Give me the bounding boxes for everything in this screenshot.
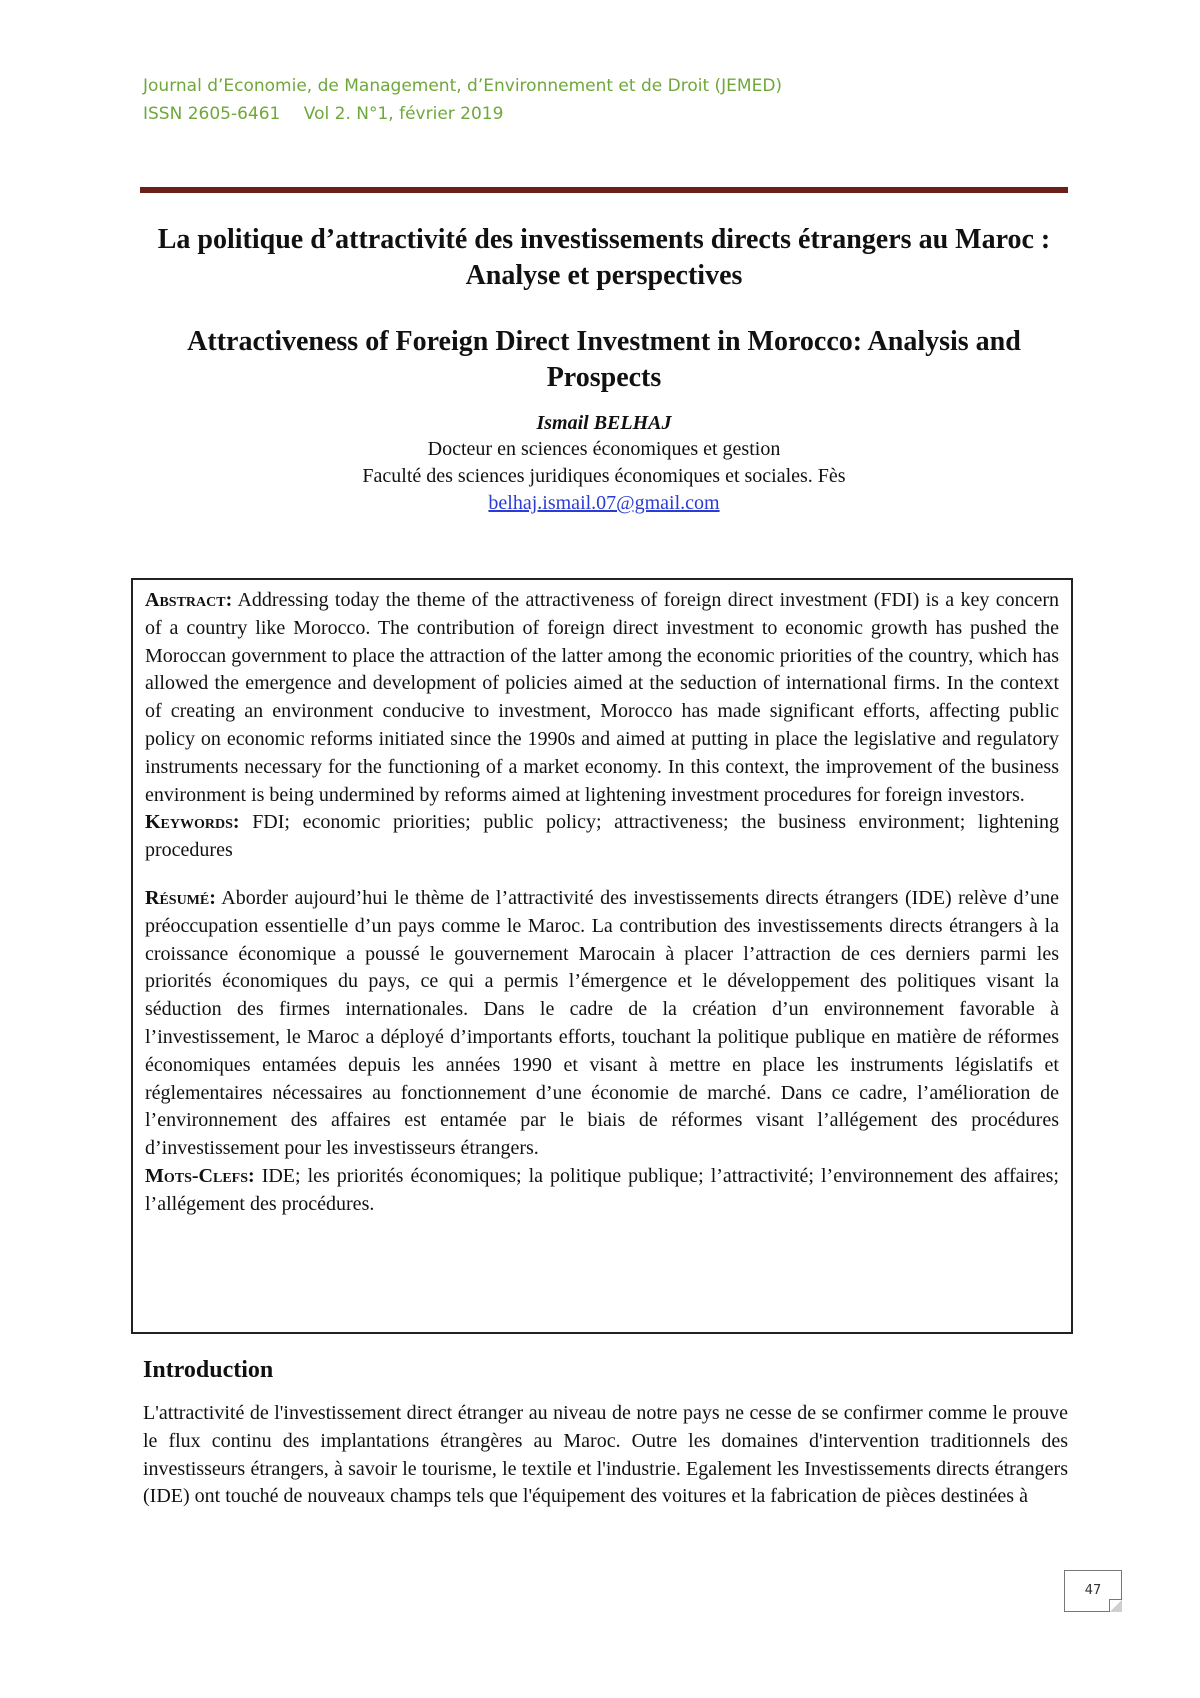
title-english: Attractiveness of Foreign Direct Investment in Morocco: Analysis and Prospects: [187, 326, 1021, 393]
resume-keywords: [145, 1163, 1059, 1219]
page-number-box: [1064, 1570, 1122, 1612]
abstract-keywords: [145, 809, 1059, 865]
journal-name: Journal d’Economie, de Management, d’Environnement et de Droit (JEMED): [143, 76, 783, 96]
abstract-box: [131, 578, 1073, 1334]
journal-issue-line: [143, 100, 782, 128]
abstract-text: Addressing today the theme of the attractiveness of foreign direct investment (FDI) is a key concern of a country like Morocco. The contribution of foreign direct investment to economic growth has pushed the Moroccan government to place the attraction of the latter among the economic priorities of the country, which has allowed the emergence and development of policies aimed at the seduction of international firms. In the context of creating an environment conducive to investment, Morocco has made significant efforts, affecting public policy on economic reforms initiated since the 1990s and aimed at putting in place the legislative and regulatory instruments necessary for the functioning of a market economy. In this context, the improvement of the business environment is being undermined by reforms aimed at lightening investment procedures for foreign investors.: [145, 589, 1060, 806]
author-name: Ismail BELHAJ: [536, 412, 672, 434]
keywords-label: Keywords:: [145, 811, 240, 834]
author-email-link[interactable]: belhaj.ismail.07@gmail.com: [488, 492, 720, 514]
header-rule: [140, 187, 1068, 193]
keywords-text: FDI; economic priorities; public policy; attractiveness; the business environment; lightening procedures: [145, 811, 1059, 862]
title-french: La politique d’attractivité des investissements directs étrangers au Maroc : Analyse et perspectives: [157, 224, 1051, 291]
author-institution: Faculté des sciences juridiques économiques et sociales. Fès: [362, 465, 846, 487]
mots-clefs-text: IDE; les priorités économiques; la politique publique; l’attractivité; l’environnement des affaires; l’allégement des procédures.: [145, 1164, 1059, 1215]
page-corner-fold: [1109, 1599, 1122, 1612]
mots-clefs-label: Mots-Clefs:: [145, 1164, 255, 1187]
resume-paragraph: [145, 885, 1059, 1163]
introduction-text: L'attractivité de l'investissement direct étranger au niveau de notre pays ne cesse de se confirmer comme le prouve le flux continu des implantations étrangères au Maroc. Outre les domaines d'intervention traditionnels des investisseurs étrangers, à savoir le tourisme, le textile et l'industrie. Egalement les Investissements directs étrangers (IDE) ont touché de nouveaux champs tels que l'équipement des voitures et la fabrication de pièces destinées à: [143, 1402, 1068, 1508]
introduction-heading: Introduction: [143, 1357, 274, 1383]
abstract-paragraph: [145, 587, 1059, 809]
author-degree: Docteur en sciences économiques et gestion: [427, 438, 781, 460]
resume-text: Aborder aujourd’hui le thème de l’attractivité des investissements directs étrangers (IDE) relève d’une préoccupation essentielle d’un pays comme le Maroc. La contribution des investissements directs étrangers à la croissance économique a poussé le gouvernement Marocain à placer l’attraction de ces derniers parmi les priorités économiques du pays, ce qui a permis l’émergence et le développement des politiques visant la séduction des firmes internationales. Dans le cadre de la création d’un environnement favorable à l’investissement, le Maroc a déployé d’importants efforts, touchant la politique publique en matière de réformes économiques entamées depuis les années 1990 et visant à mettre en place les instruments législatifs et réglementaires nécessaires au fonctionnement d’une économie de marché. Dans ce cadre, l’amélioration de l’environnement des affaires est entamée par le biais de réformes visant l’allégement des procédures d’investissement pour les investisseurs étrangers.: [145, 886, 1059, 1160]
journal-volume: Vol 2. N°1, février 2019: [303, 104, 504, 124]
abstract-label: Abstract:: [145, 589, 233, 611]
journal-header: [143, 72, 782, 128]
journal-issn: ISSN 2605-6461: [143, 104, 281, 124]
title-block: [140, 222, 1068, 517]
resume-label: Résumé:: [145, 886, 216, 909]
page-number: 47: [1084, 1583, 1102, 1598]
